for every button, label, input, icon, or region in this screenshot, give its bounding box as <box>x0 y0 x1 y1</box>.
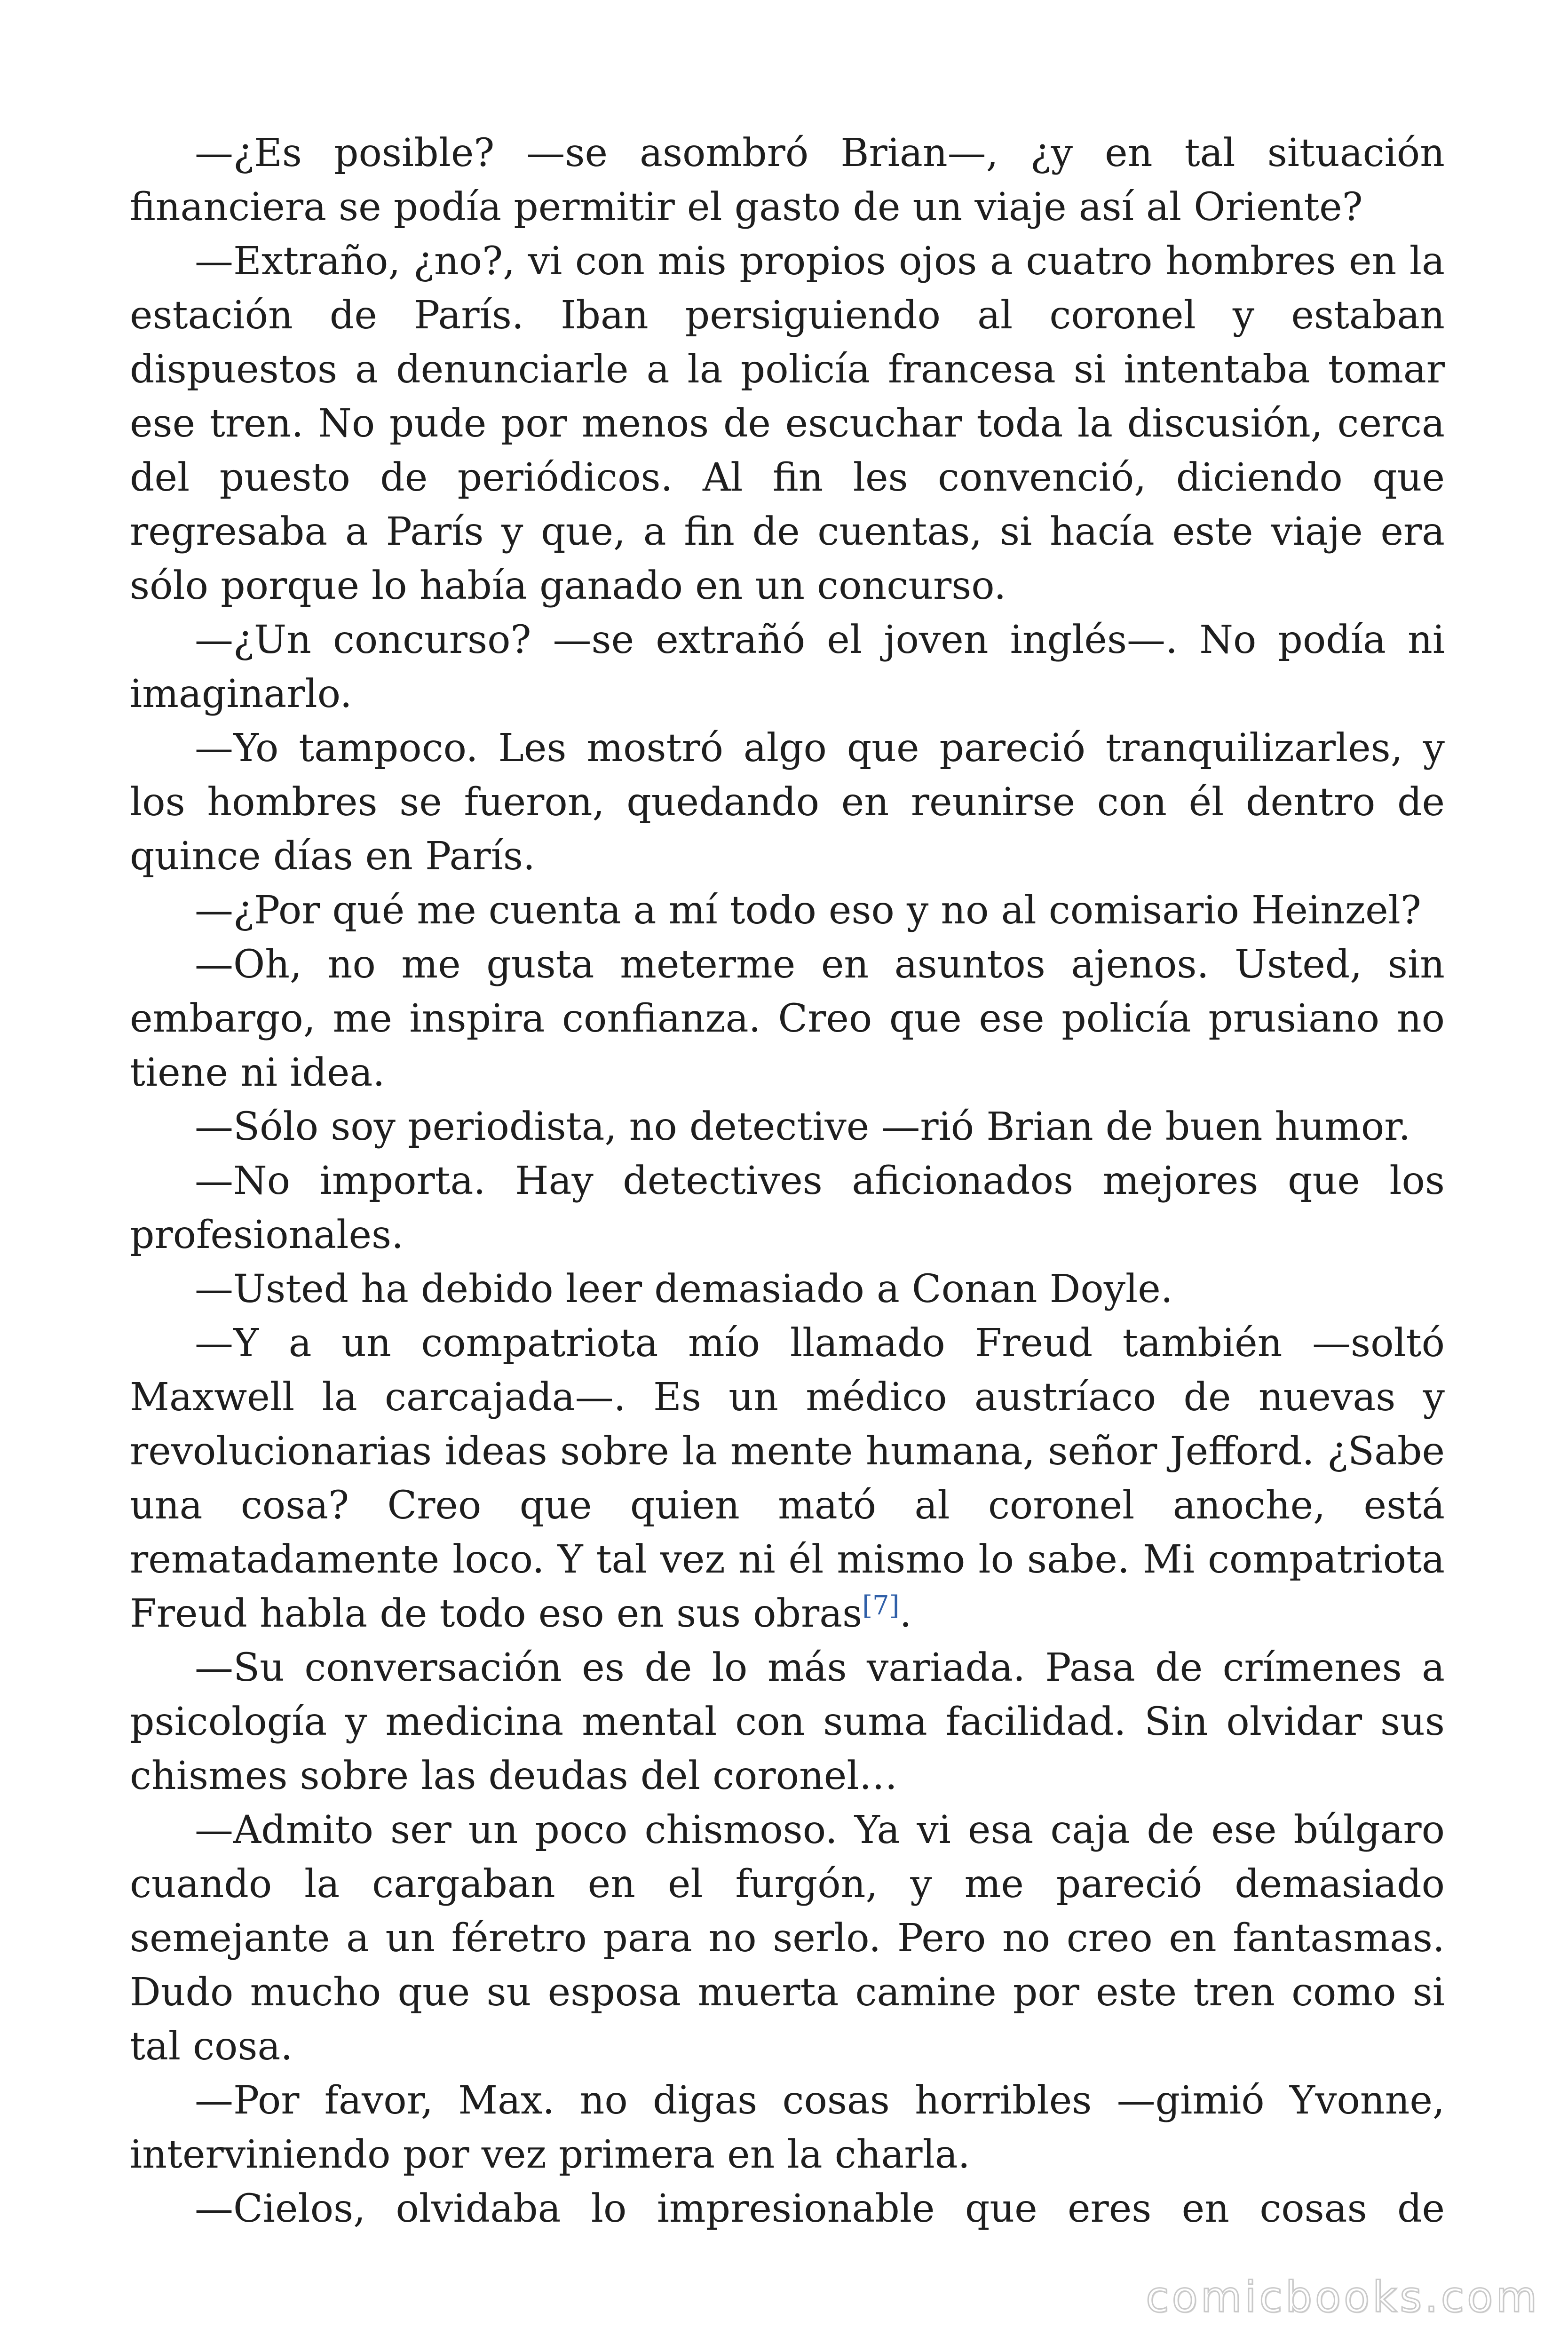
paragraph-14: —Cielos, olvidaba lo impresionable que eres en cosas de <box>195 2186 1445 2231</box>
paragraph-13: —Por favor, Max. no digas cosas horribles —gimió Yvonne, interviniendo por vez primera en la charla. <box>130 2078 1445 2177</box>
paragraph-6: —Oh, no me gusta meterme en asuntos ajenos. Usted, sin embargo, me inspira confianza. Creo que ese policía prusiano no tiene ni idea. <box>130 942 1445 1095</box>
footnote-link-7[interactable]: [7] <box>862 1590 900 1621</box>
paragraph-8: —No importa. Hay detectives aficionados mejores que los profesionales. <box>130 1159 1445 1257</box>
paragraph-9: —Usted ha debido leer demasiado a Conan Doyle. <box>195 1267 1173 1311</box>
paragraph-2: —Extraño, ¿no?, vi con mis propios ojos a cuatro hombres en la estación de París. Iban persiguiendo al coronel y estaban dispuestos a denunciarle a la policía francesa si intentaba tomar ese tren. No pude por menos de escuchar toda la discusión, cerca del puesto de periódicos. Al fin les convenció, diciendo que regresaba a París y que, a fin de cuentas, si hacía este viaje era sólo porque lo había ganado en un concurso. <box>130 239 1445 608</box>
body-text <box>130 126 1445 2236</box>
paragraph-5: —¿Por qué me cuenta a mí todo eso y no al comisario Heinzel? <box>195 888 1421 933</box>
paragraph-10 <box>130 1316 1445 1641</box>
paragraph-12: —Admito ser un poco chismoso. Ya vi esa caja de ese búlgaro cuando la cargaban en el furgón, y me pareció demasiado semejante a un féretro para no serlo. Pero no creo en fantasmas. Dudo mucho que su esposa muerta camine por este tren como si tal cosa. <box>130 1808 1445 2069</box>
paragraph-3: —¿Un concurso? —se extrañó el joven inglés—. No podía ni imaginarlo. <box>130 618 1445 716</box>
paragraph-7: —Sólo soy periodista, no detective —rió Brian de buen humor. <box>195 1104 1411 1149</box>
paragraph-10-text: —Y a un compatriota mío llamado Freud también —soltó Maxwell la carcajada—. Es un médico austríaco de nuevas y revolucionarias ideas sobre la mente humana, señor Jefford. ¿Sabe una cosa? Creo que quien mató al coronel anoche, está rematadamente loco. Y tal vez ni él mismo lo sabe. Mi compatriota Freud habla de todo eso en sus obras <box>130 1321 1445 1636</box>
paragraph-1: —¿Es posible? —se asombró Brian—, ¿y en tal situación financiera se podía permitir el gasto de un viaje así al Oriente? <box>130 131 1445 230</box>
paragraph-10-tail: . <box>899 1591 912 1636</box>
paragraph-11: —Su conversación es de lo más variada. Pasa de crímenes a psicología y medicina mental con suma facilidad. Sin olvidar sus chismes sobre las deudas del coronel… <box>130 1645 1445 1798</box>
watermark: comicbooks.com <box>1146 2273 1540 2322</box>
paragraph-4: —Yo tampoco. Les mostró algo que pareció tranquilizarles, y los hombres se fueron, quedando en reunirse con él dentro de quince días en París. <box>130 726 1445 879</box>
